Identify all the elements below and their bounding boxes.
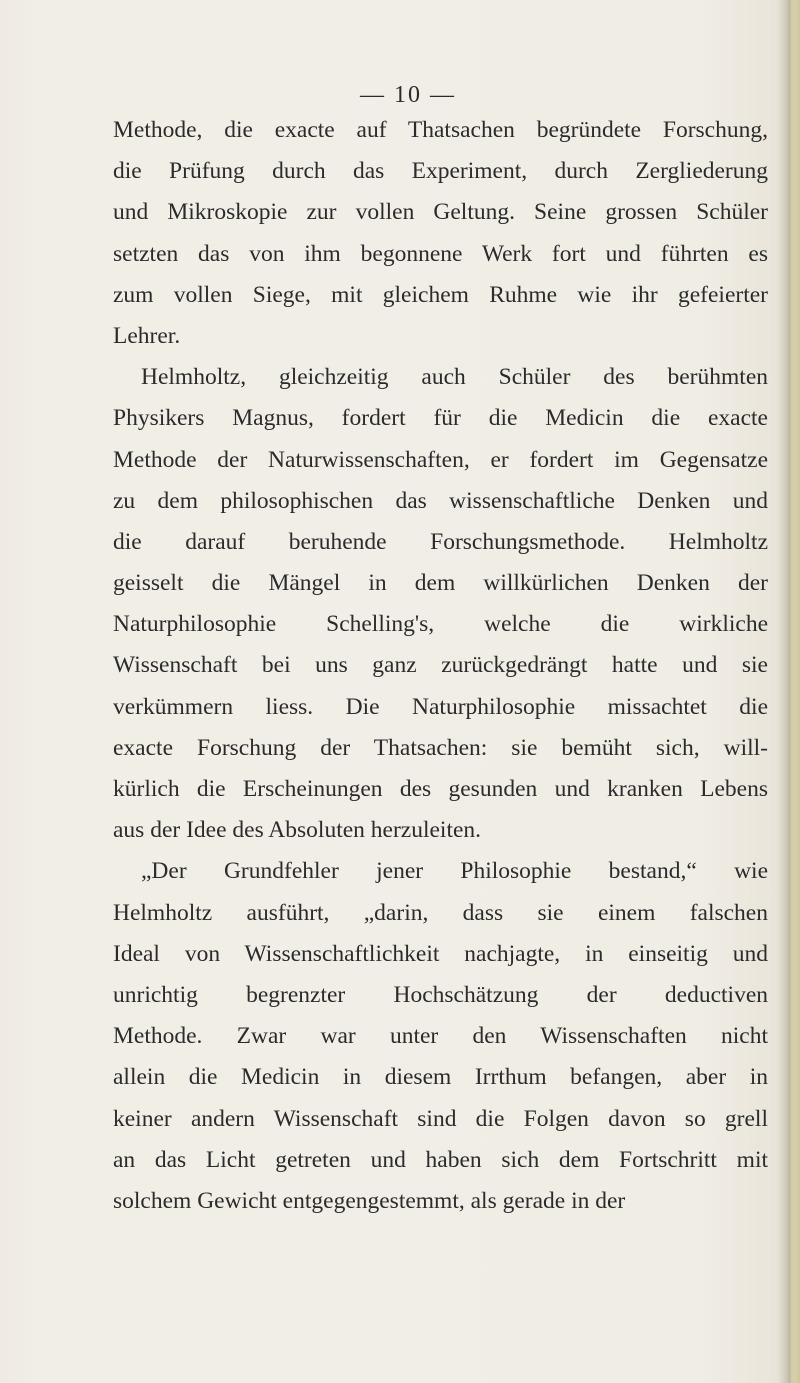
- text-line: Wissenschaft bei uns ganz zurückgedrängt hatte und sie: [113, 652, 768, 679]
- text-line: Helmholtz, gleichzeitig auch Schüler des berühmten: [141, 364, 768, 391]
- text-line: aus der Idee des Absoluten herzuleiten.: [113, 817, 482, 844]
- text-line: die Prüfung durch das Experiment, durch Zergliederung: [113, 158, 768, 185]
- text-line: geisselt die Mängel in dem willkürlichen Denken der: [113, 570, 768, 597]
- text-line: Methode der Naturwissenschaften, er fordert im Gegensatze: [113, 446, 768, 473]
- text-line: „Der Grundfehler jener Philosophie bestand,“ wie: [141, 858, 768, 885]
- text-line: die darauf beruhende Forschungsmethode. Helmholtz: [113, 528, 768, 555]
- text-line: zum vollen Siege, mit gleichem Ruhme wie ihr gefeierter: [113, 281, 768, 308]
- text-line: Physikers Magnus, fordert für die Medicin die exacte: [113, 405, 768, 432]
- text-line: Naturphilosophie Schelling's, welche die wirkliche: [113, 611, 768, 638]
- page-edge-line: [788, 0, 791, 1383]
- text-line: Lehrer.: [113, 322, 181, 349]
- text-line: allein die Medicin in diesem Irrthum befangen, aber in: [113, 1064, 768, 1091]
- text-line: exacte Forschung der Thatsachen: sie bemüht sich, will-: [113, 734, 768, 761]
- body-text: [113, 110, 768, 1222]
- text-line: kürlich die Erscheinungen des gesunden und kranken Lebens: [113, 776, 768, 802]
- text-line: zu dem philosophischen das wissenschaftliche Denken und: [113, 487, 768, 514]
- text-line: Ideal von Wissenschaftlichkeit nachjagte, in einseitig und: [113, 940, 768, 967]
- text-line: Methode. Zwar war unter den Wissenschaften nicht: [113, 1023, 768, 1050]
- text-line: unrichtig begrenzter Hochschätzung der deductiven: [113, 981, 768, 1008]
- text-line: Helmholtz ausführt, „darin, dass sie einem falschen: [113, 899, 768, 926]
- page-number: — 10 —: [360, 82, 456, 108]
- text-line: und Mikroskopie zur vollen Geltung. Seine grossen Schüler: [113, 199, 768, 226]
- text-line: setzten das von ihm begonnene Werk fort und führten es: [113, 240, 768, 267]
- text-line: Methode, die exacte auf Thatsachen begründete Forschung,: [113, 117, 768, 143]
- text-line: solchem Gewicht entgegengestemmt, als gerade in der: [113, 1187, 626, 1214]
- text-line: an das Licht getreten und haben sich dem Fortschritt mit: [113, 1146, 768, 1173]
- text-line: verkümmern liess. Die Naturphilosophie missachtet die: [113, 693, 768, 720]
- text-line: keiner andern Wissenschaft sind die Folgen davon so grell: [113, 1105, 768, 1132]
